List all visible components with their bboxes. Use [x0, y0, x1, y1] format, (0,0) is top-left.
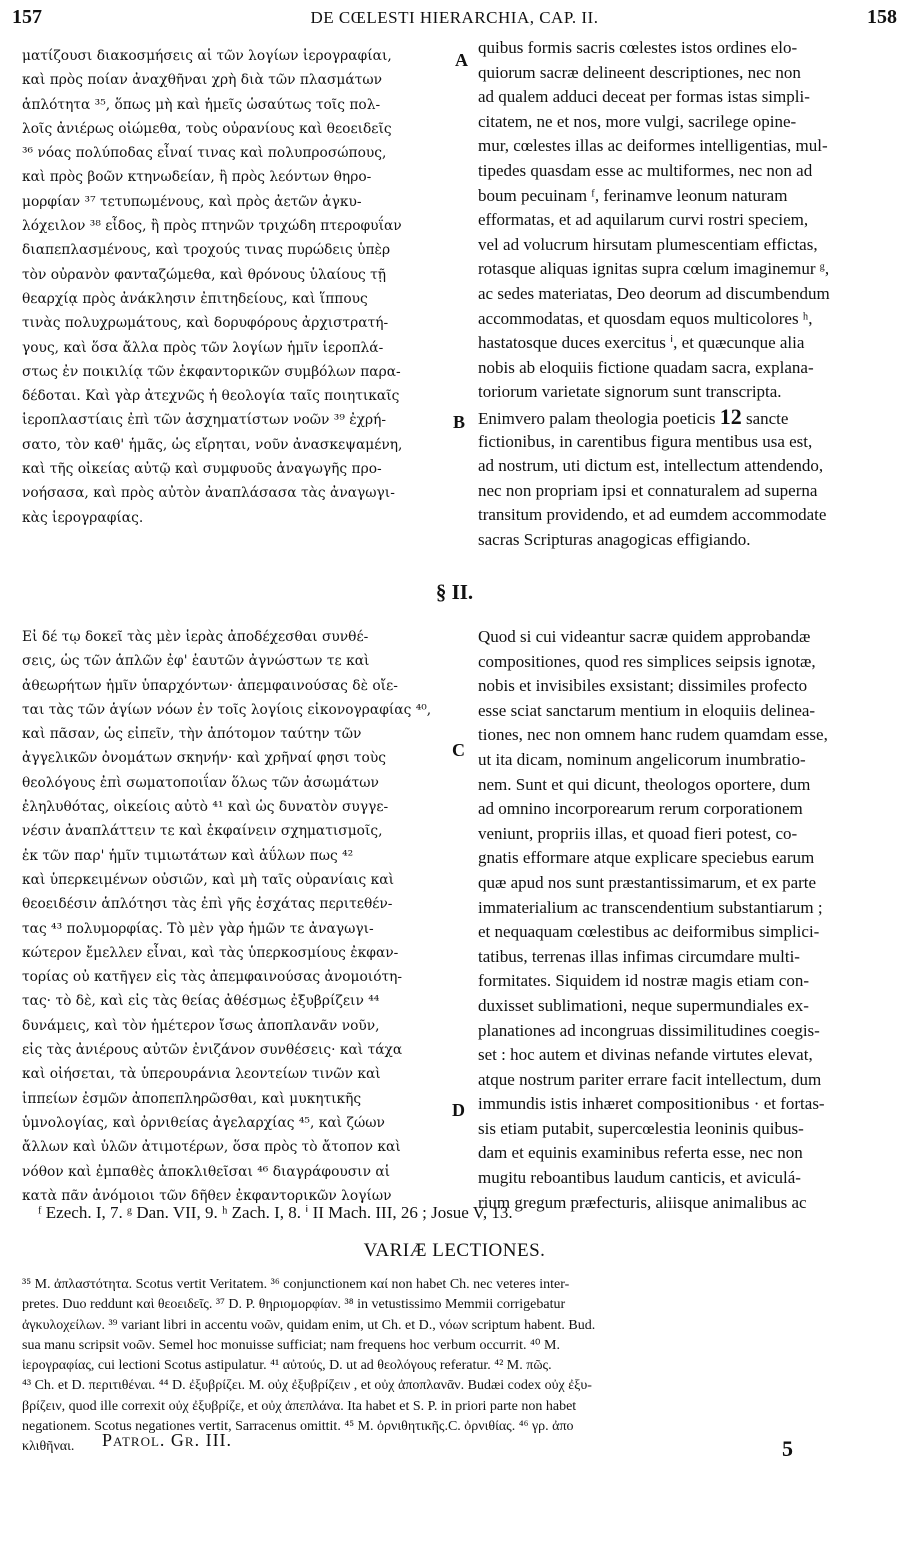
signature-mark: Patrol. Gr. III. [102, 1430, 233, 1450]
text-line: rium gregum præfecturis, aliisque animalibus ac [478, 1192, 807, 1212]
text-line: tatibus, terrenas illas infimas circumdare multi- [478, 946, 800, 966]
text-line: atque nostrum pariter errare facit intellectum, dum [478, 1069, 822, 1089]
column-number: 12 [719, 404, 742, 429]
text-line: vel ad volucrum hirsutam plumescentiam effictas, [478, 234, 818, 254]
text-line: κὰς ἱερογραφίας. [22, 509, 144, 526]
text-line: ad nostrum, uti dictum est, intellectum attendendo, [478, 456, 824, 476]
text-line: tipedes quasdam esse ac multiformes, nec non ad [478, 160, 813, 180]
text-line: νοήσασα, καὶ πρὸς αὐτὸν ἀναπλάσασα τὰς ἀναγωγι- [22, 485, 395, 502]
text-line: duxisset sublimationi, neque supermundiales ex- [478, 995, 809, 1015]
page-number-right: 158 [867, 6, 897, 28]
text-line: dam et equinis examinibus referta esse, nec non [478, 1143, 803, 1163]
text-line: nec non propriam ipsi et connaturalem ad superna [478, 480, 818, 500]
text-line: νέσιν ἀναπλάττειν τε καὶ ἐκφαίνειν σχηματισμοῖς, [22, 823, 383, 840]
text-line: γους, καὶ ὅσα ἄλλα πρὸς τῶν λογίων ἡμῖν ἱεροπλά- [22, 339, 384, 356]
text-line: formitates. Siquidem id nostræ magis etiam con- [478, 971, 809, 991]
text-line: ἄλλων καὶ ὑλῶν ἀτιμοτέρων, ὅσα πρὸς τὸ ἄτοπον καὶ [22, 1139, 401, 1156]
text-line: ἐκ τῶν παρ' ἡμῖν τιμιωτάτων καὶ ἀΰλων πως ⁴² [22, 847, 354, 864]
text-line: nobis et invisibiles exsistant; dissimiles profecto [478, 676, 808, 696]
text-line: ἱεροπλαστίαις ἐπὶ τῶν ἀσχηματίστων νοῶν ³⁹ ἐχρή- [22, 412, 387, 429]
text-line: καὶ πᾶσαν, ὡς εἰπεῖν, τὴν ἀπότομον ταύτην τῶν [22, 726, 362, 743]
text-line: ἀγγελικῶν ὀνομάτων σκηνήν· καὶ χρῆναί φησι τοὺς [22, 750, 386, 767]
text-line: ad omnino incorporearum rerum corporationem [478, 799, 803, 819]
text-line: veniunt, propriis illas, et quoad fieri potest, co- [478, 823, 798, 843]
text-line: efformatas, et ad aquilarum curvi rostri speciem, [478, 210, 809, 230]
text-line: ³⁶ νόας πολύποδας εἶναί τινας καὶ πολυπροσώπους, [22, 145, 387, 162]
text-line: planationes ad incongruas dissimilitudines coegis- [478, 1020, 820, 1040]
text-line: καὶ πρὸς βοῶν κτηνωδείαν, ἢ πρὸς λεόντων θηρο- [22, 169, 372, 186]
text-line: hastatosque duces exercitus ⁱ, et quæcunque alia [478, 333, 805, 353]
margin-marker-d: D [452, 1100, 465, 1120]
text-line: εἰς τὰς ἀνιέρους αὐτῶν ἐνιζάνον συνθέσεις· καὶ τάχα [22, 1042, 403, 1059]
variant-note-line: ³⁵ M. ἀπλαστότητα. Scotus vertit Veritatem. ³⁶ conjunctionem καί non habet Ch. nec veteres inter- [22, 1277, 570, 1292]
running-title: DE CŒLESTI HIERARCHIA, CAP. II. [310, 8, 599, 27]
text-line: ὑμνολογίας, καὶ ὀρνιθείας ἀγελαρχίας ⁴⁵, καὶ ζώων [22, 1114, 385, 1131]
text-line: λόχειλον ³⁸ εἶδος, ἢ πρὸς πτηνῶν τριχώδη πτεροφυΐαν [22, 218, 402, 235]
text-line: rotasque aliquas ignitas supra cœlum imaginemur ᵍ, [478, 259, 830, 279]
text-line: quibus formis sacris cœlestes istos ordines elo- [478, 38, 798, 57]
margin-marker-b: B [453, 412, 466, 432]
text-line: Quod si cui videantur sacræ quidem approbandæ [478, 627, 811, 646]
text-line: esse sciat sanctarum mentium in eloquiis delinea- [478, 700, 816, 720]
text-line: Enimvero palam theologia poeticis 12 sancte [478, 404, 789, 429]
text-line: tiones, nec non omnem hanc rudem quamdam esse, [478, 725, 828, 745]
text-line: ἱππείων ἐσμῶν ἀποπεπληρῶσθαι, καὶ μυκητικῆς [22, 1090, 362, 1107]
text-line: ut ita dicam, nominum angelicorum inumbratio- [478, 749, 806, 769]
latin-column-top [478, 36, 888, 552]
text-line: καὶ πρὸς ποίαν ἀναχθῆναι χρὴ διὰ τῶν πλασμάτων [22, 72, 382, 89]
text-line: quæ apud nos sunt præstantissimarum, et ex parte [478, 872, 817, 892]
page-number-left: 157 [12, 6, 42, 28]
text-line: sis etiam putabit, supercœlestia leoninis quibus- [478, 1118, 804, 1138]
variant-note-line: negationem. Scotus negationes vertit, Sarracenus omittit. ⁴⁵ M. ὀρνιθητικῆς.C. ὀρνιθίας. ⁴⁶ γρ. ἀπο [22, 1419, 574, 1435]
variant-note-line: κλιθῆναι. [22, 1439, 75, 1455]
text-line: ac sedes materiatas, Deo deorum ad discumbendum [478, 283, 830, 303]
text-line: καὶ ὑπερκειμένων οὐσιῶν, καὶ μὴ ταῖς οὐρανίαις καὶ [22, 871, 395, 888]
text-line: ἁπλότητα ³⁵, ὅπως μὴ καὶ ἡμεῖς ὡσαύτως τοῖς πολ- [22, 96, 381, 113]
text-line: accommodatas, et quosdam equos multicolores ʰ, [478, 308, 813, 328]
running-head [12, 6, 897, 32]
text-line: τινὰς πολυχρωμάτους, καὶ δορυφόρους ἀρχιστρατή- [22, 315, 389, 332]
text-line: fictionibus, in carentibus figura mentibus usa est, [478, 431, 813, 451]
text-line: toriorum varietate signorum sunt transcripta. [478, 382, 782, 402]
text-line: θεολόγους ἐπὶ σωματοποιΐαν ὅλως τῶν ἀσωμάτων [22, 774, 379, 791]
variant-note-line: ἱερογραφίας, cui lectioni Scotus astipulatur. ⁴¹ αὐτούς, D. ut ad θεολόγους referatur. ⁴² M. πῶς. [22, 1358, 552, 1374]
text-line: δέδοται. Καὶ γὰρ ἀτεχνῶς ἡ θεολογία ταῖς ποιητικαῖς [22, 388, 400, 405]
text-line: citatem, ne et nos, more vulgi, sacrilege opine- [478, 111, 797, 131]
text-line: ad qualem adduci deceat per formas istas simpli- [478, 87, 810, 107]
text-line: ἀθεωρήτων ἡμῖν ὑπαρχόντων· ἀπεμφαινούσας δὲ οἴε- [22, 677, 398, 694]
margin-marker-c: C [452, 740, 465, 760]
text-line: immaterialium ac transcendentium substantiarum ; [478, 897, 823, 917]
margin-marker-a: A [455, 50, 468, 70]
scripture-references: ᶠ Ezech. I, 7. ᵍ Dan. VII, 9. ʰ Zach. I, 8. ⁱ II Mach. III, 26 ; Josue V, 13. [38, 1203, 513, 1222]
text-line: gnatis efformare atque explicare speciebus earum [478, 848, 815, 868]
text-line: στως ἐν ποικιλίᾳ τῶν ἐκφαντορικῶν συμβόλων παρα- [22, 363, 401, 380]
text-line: σατο, τὸν καθ' ἡμᾶς, ὡς εἴρηται, νοῦν ἀνασκεψαμένη, [22, 436, 403, 453]
text-line: set : hoc autem et divinas nefande virtutes elevat, [478, 1045, 813, 1065]
text-line: Εἰ δέ τῳ δοκεῖ τὰς μὲν ἱερὰς ἀποδέχεσθαι συνθέ- [22, 629, 369, 645]
text-line: τας ⁴³ πολυμορφίας. Τὸ μὲν γὰρ ἡμῶν τε ἀναγωγι- [22, 920, 374, 937]
text-line: θεοειδέσιν ἁπλότησι τὰς ἐπὶ γῆς ἐσχάτας περιτεθέν- [22, 896, 393, 913]
text-line: et nequaquam cœlestibus ac deiformibus simplici- [478, 922, 820, 942]
text-line: καὶ τῆς οἰκείας αὐτῷ καὶ συμφυοῦς ἀναγωγῆς προ- [22, 461, 382, 478]
variant-note-line: sua manu scripsit νοῶν. Semel hoc monuisse sufficiat; nam frequens hoc verbum occurrit. ⁴⁰ M. [22, 1337, 560, 1353]
text-line: σεις, ὡς τῶν ἁπλῶν ἐφ' ἑαυτῶν ἀγνώστων τε καὶ [22, 653, 370, 670]
text-line: immundis istis inhæret compositionibus · et fortas- [478, 1094, 825, 1114]
text-line: νόθον καὶ ἐμπαθὲς ἀποκλιθεῖσαι ⁴⁶ διαγράφουσιν αἱ [22, 1163, 391, 1180]
text-line: δυνάμεις, καὶ τὸν ἡμέτερον ἴσως ἀποπλανᾶν νοῦν, [22, 1017, 380, 1034]
text-line: θεαρχίᾳ πρὸς ἀνάκλησιν ἐπιτηδείους, καὶ ἵππους [22, 290, 368, 307]
text-line: μορφίαν ³⁷ τετυπωμένους, καὶ πρὸς ἀετῶν ἀγκυ- [22, 193, 362, 210]
text-line: κώτερον ἔμελλεν εἶναι, καὶ τὰς ὑπερκοσμίους ἐκφαν- [22, 944, 399, 961]
text-line: κατὰ πᾶν ἀνόμοιοι τῶν δῆθεν ἐκφαντορικῶν λογίων [22, 1187, 392, 1204]
variant-note-line: pretes. Duo reddunt καὶ θεοειδεῖς. ³⁷ D. P. θηριομορφίαν. ³⁸ in vetustissimo Memmii corrigebatur [22, 1297, 566, 1313]
text-line: compositiones, quod res simplices seipsis ignotæ, [478, 651, 816, 671]
text-line: mur, cœlestes illas ac deiformes intelligentias, mul- [478, 136, 828, 156]
text-line: λοῖς ἀνιέρως οἰώμεθα, τοὺς οὐρανίους καὶ θεοειδεῖς [22, 120, 392, 137]
section-heading: § II. [435, 580, 474, 604]
variant-note-line: ⁴³ Ch. et D. περιτιθέναι. ⁴⁴ D. ἐξυβρίζει. M. οὐχ ἐξυβρίζειν , et οὐχ ἀποπλανᾶν. Budæi codex οὐχ ἐξυ- [22, 1378, 592, 1394]
text-line: διαπεπλασμένους, καὶ τροχούς τινας πυρώδεις ὑπὲρ [22, 242, 391, 259]
text-line: transitum providendo, et ad eumdem accommodate [478, 505, 827, 525]
latin-column-bottom [478, 625, 888, 1215]
greek-column-bottom [22, 625, 447, 1208]
sheet-mark: 5 [782, 1436, 793, 1461]
text-line: τὸν οὐρανὸν φανταζώμεθα, καὶ θρόνους ὑλαίους τῇ [22, 266, 387, 283]
text-line: τορίας οὐ κατῆγεν εἰς τὰς ἀπεμφαινούσας ἀνομοιότη- [22, 969, 403, 986]
text-line: ται τὰς τῶν ἁγίων νόων ἐν τοῖς λογίοις εἰκονογραφίας ⁴⁰, [22, 701, 432, 718]
text-line: ἐληλυθότας, οἰκείοις αὐτὸ ⁴¹ καὶ ὡς δυνατὸν συγγε- [22, 799, 389, 816]
text-line: nobis ab eloquiis fictione quadam sacra, explana- [478, 357, 814, 377]
text-line: καὶ οἰήσεται, τὰ ὑπερουράνια λεοντείων τινῶν καὶ [22, 1066, 381, 1083]
greek-column-top [22, 44, 447, 530]
text-line: quiorum sacræ delineent descriptiones, nec non [478, 62, 801, 82]
text-line: boum pecuinam ᶠ, ferinamve leonum naturam [478, 185, 788, 205]
variant-note-line: βρίζειν, quod ille correxit οὐχ ἐξυβρίζε, et οὐχ ἀπεπλάνα. Ita habet et S. P. in priori parte non habet [22, 1398, 577, 1414]
text-line: τας· τὸ δὲ, καὶ εἰς τὰς θείας ἀθέσμως ἐξυβρίζειν ⁴⁴ [22, 993, 380, 1010]
variae-lectiones-heading: VARIÆ LECTIONES. [363, 1240, 546, 1261]
text-line: sacras Scripturas anagogicas effigiando. [478, 529, 751, 549]
text-line: nem. Sunt et qui dicunt, theologos oportere, dum [478, 774, 811, 794]
text-line: ματίζουσι διακοσμήσεις αἱ τῶν λογίων ἱερογραφίαι, [22, 48, 392, 64]
variant-note-line: ἀγκυλοχείλων. ³⁹ variant libri in accentu νοῶν, quidam enim, ut Ch. et D., νόων scriptum habent. Bud. [22, 1317, 596, 1333]
text-line: mugitu reboantibus laudum canticis, et aviculá- [478, 1168, 801, 1188]
